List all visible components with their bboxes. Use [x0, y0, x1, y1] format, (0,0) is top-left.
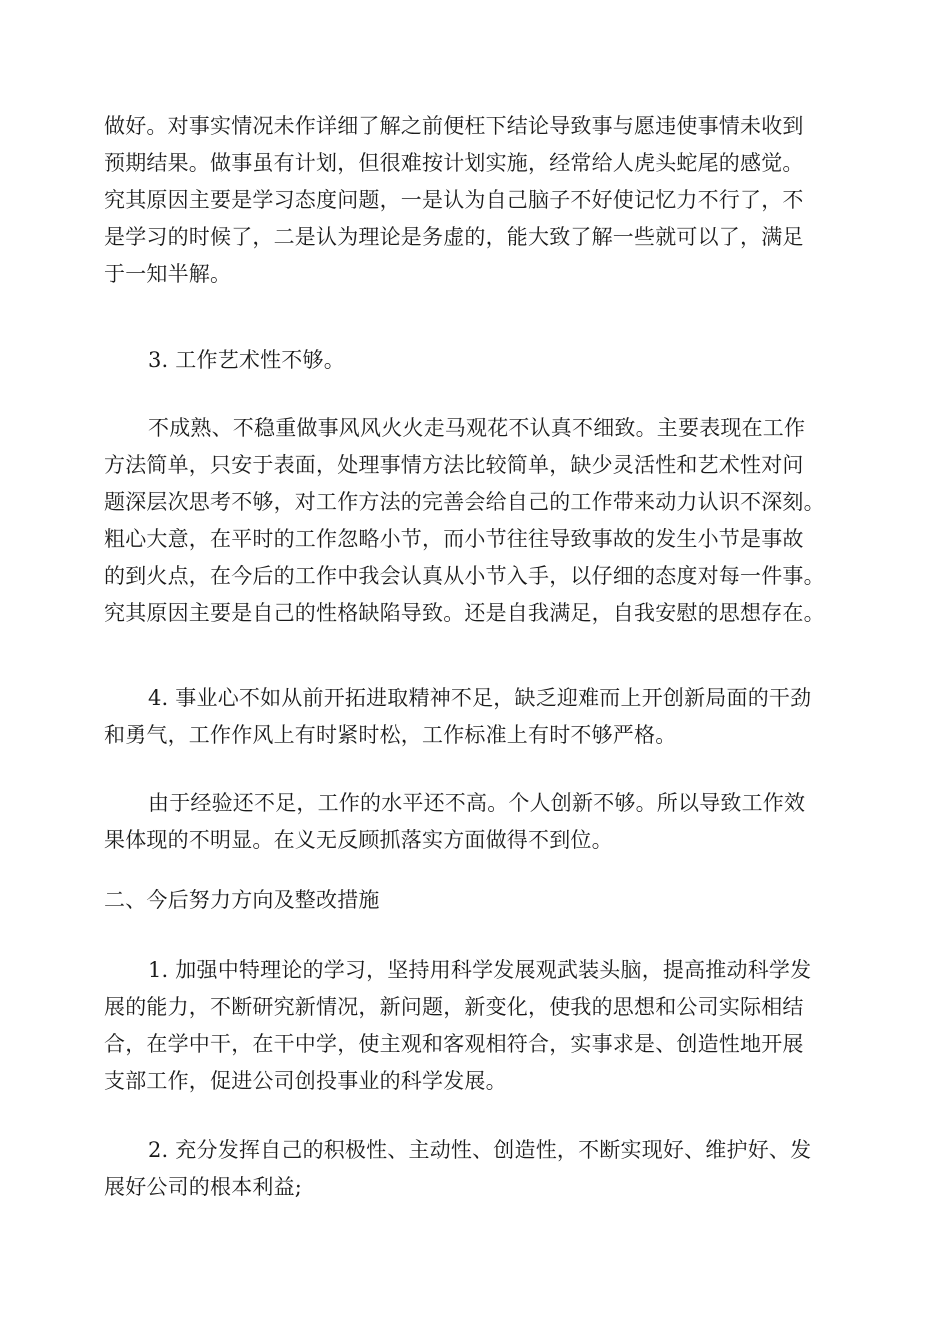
text-line: 支部工作，促进公司创投事业的科学发展。	[104, 1069, 507, 1093]
paragraph-measure-2	[104, 1132, 852, 1206]
text-line: 究其原因主要是自己的性格缺陷导致。还是自我满足，自我安慰的思想存在。	[104, 601, 825, 625]
text-line: 和勇气，工作作风上有时紧时松，工作标准上有时不够严格。	[104, 723, 677, 747]
section-heading: 二、今后努力方向及整改措施	[104, 888, 380, 912]
text-line: 1. 加强中特理论的学习，坚持用科学发展观武装头脑，提高推动科学发	[148, 958, 812, 982]
item-heading: 3. 工作艺术性不够。	[148, 348, 345, 372]
text-line: 果体现的不明显。在义无反顾抓落实方面做得不到位。	[104, 828, 613, 852]
text-line: 合，在学中干，在干中学，使主观和客观相符合，实事求是、创造性地开展	[104, 1032, 804, 1056]
text-line: 做好。对事实情况未作详细了解之前便枉下结论导致事与愿违使事情未收到	[104, 114, 804, 138]
paragraph-item-4	[104, 680, 852, 754]
text-line: 由于经验还不足，工作的水平还不高。个人创新不够。所以导致工作效	[148, 791, 806, 815]
text-line: 展好公司的根本利益;	[104, 1175, 303, 1199]
paragraph-measure-1	[104, 952, 852, 1100]
heading-item-3	[104, 342, 852, 379]
text-line: 题深层次思考不够，对工作方法的完善会给自己的工作带来动力认识不深刻。	[104, 490, 825, 514]
text-line: 究其原因主要是学习态度问题，一是认为自己脑子不好使记忆力不行了，不	[104, 188, 804, 212]
paragraph-work-method	[104, 410, 852, 632]
paragraph-experience	[104, 785, 852, 859]
text-line: 粗心大意，在平时的工作忽略小节，而小节往往导致事故的发生小节是事故	[104, 527, 804, 551]
text-line: 的到火点，在今后的工作中我会认真从小节入手，以仔细的态度对每一件事。	[104, 564, 825, 588]
text-line: 方法简单，只安于表面，处理事情方法比较简单，缺少灵活性和艺术性对问	[104, 453, 804, 477]
text-line: 是学习的时候了，二是认为理论是务虚的，能大致了解一些就可以了，满足	[104, 225, 804, 249]
paragraph-study-attitude	[104, 108, 852, 293]
text-line: 展的能力，不断研究新情况，新问题，新变化，使我的思想和公司实际相结	[104, 995, 804, 1019]
text-line: 于一知半解。	[104, 262, 232, 286]
text-line: 不成熟、不稳重做事风风火火走马观花不认真不细致。主要表现在工作	[148, 416, 806, 440]
text-line: 4. 事业心不如从前开拓进取精神不足，缺乏迎难而上开创新局面的干劲	[148, 686, 812, 710]
text-line: 预期结果。做事虽有计划，但很难按计划实施，经常给人虎头蛇尾的感觉。	[104, 151, 804, 175]
text-line: 2. 充分发挥自己的积极性、主动性、创造性，不断实现好、维护好、发	[148, 1138, 812, 1162]
section-heading-2	[104, 882, 852, 919]
